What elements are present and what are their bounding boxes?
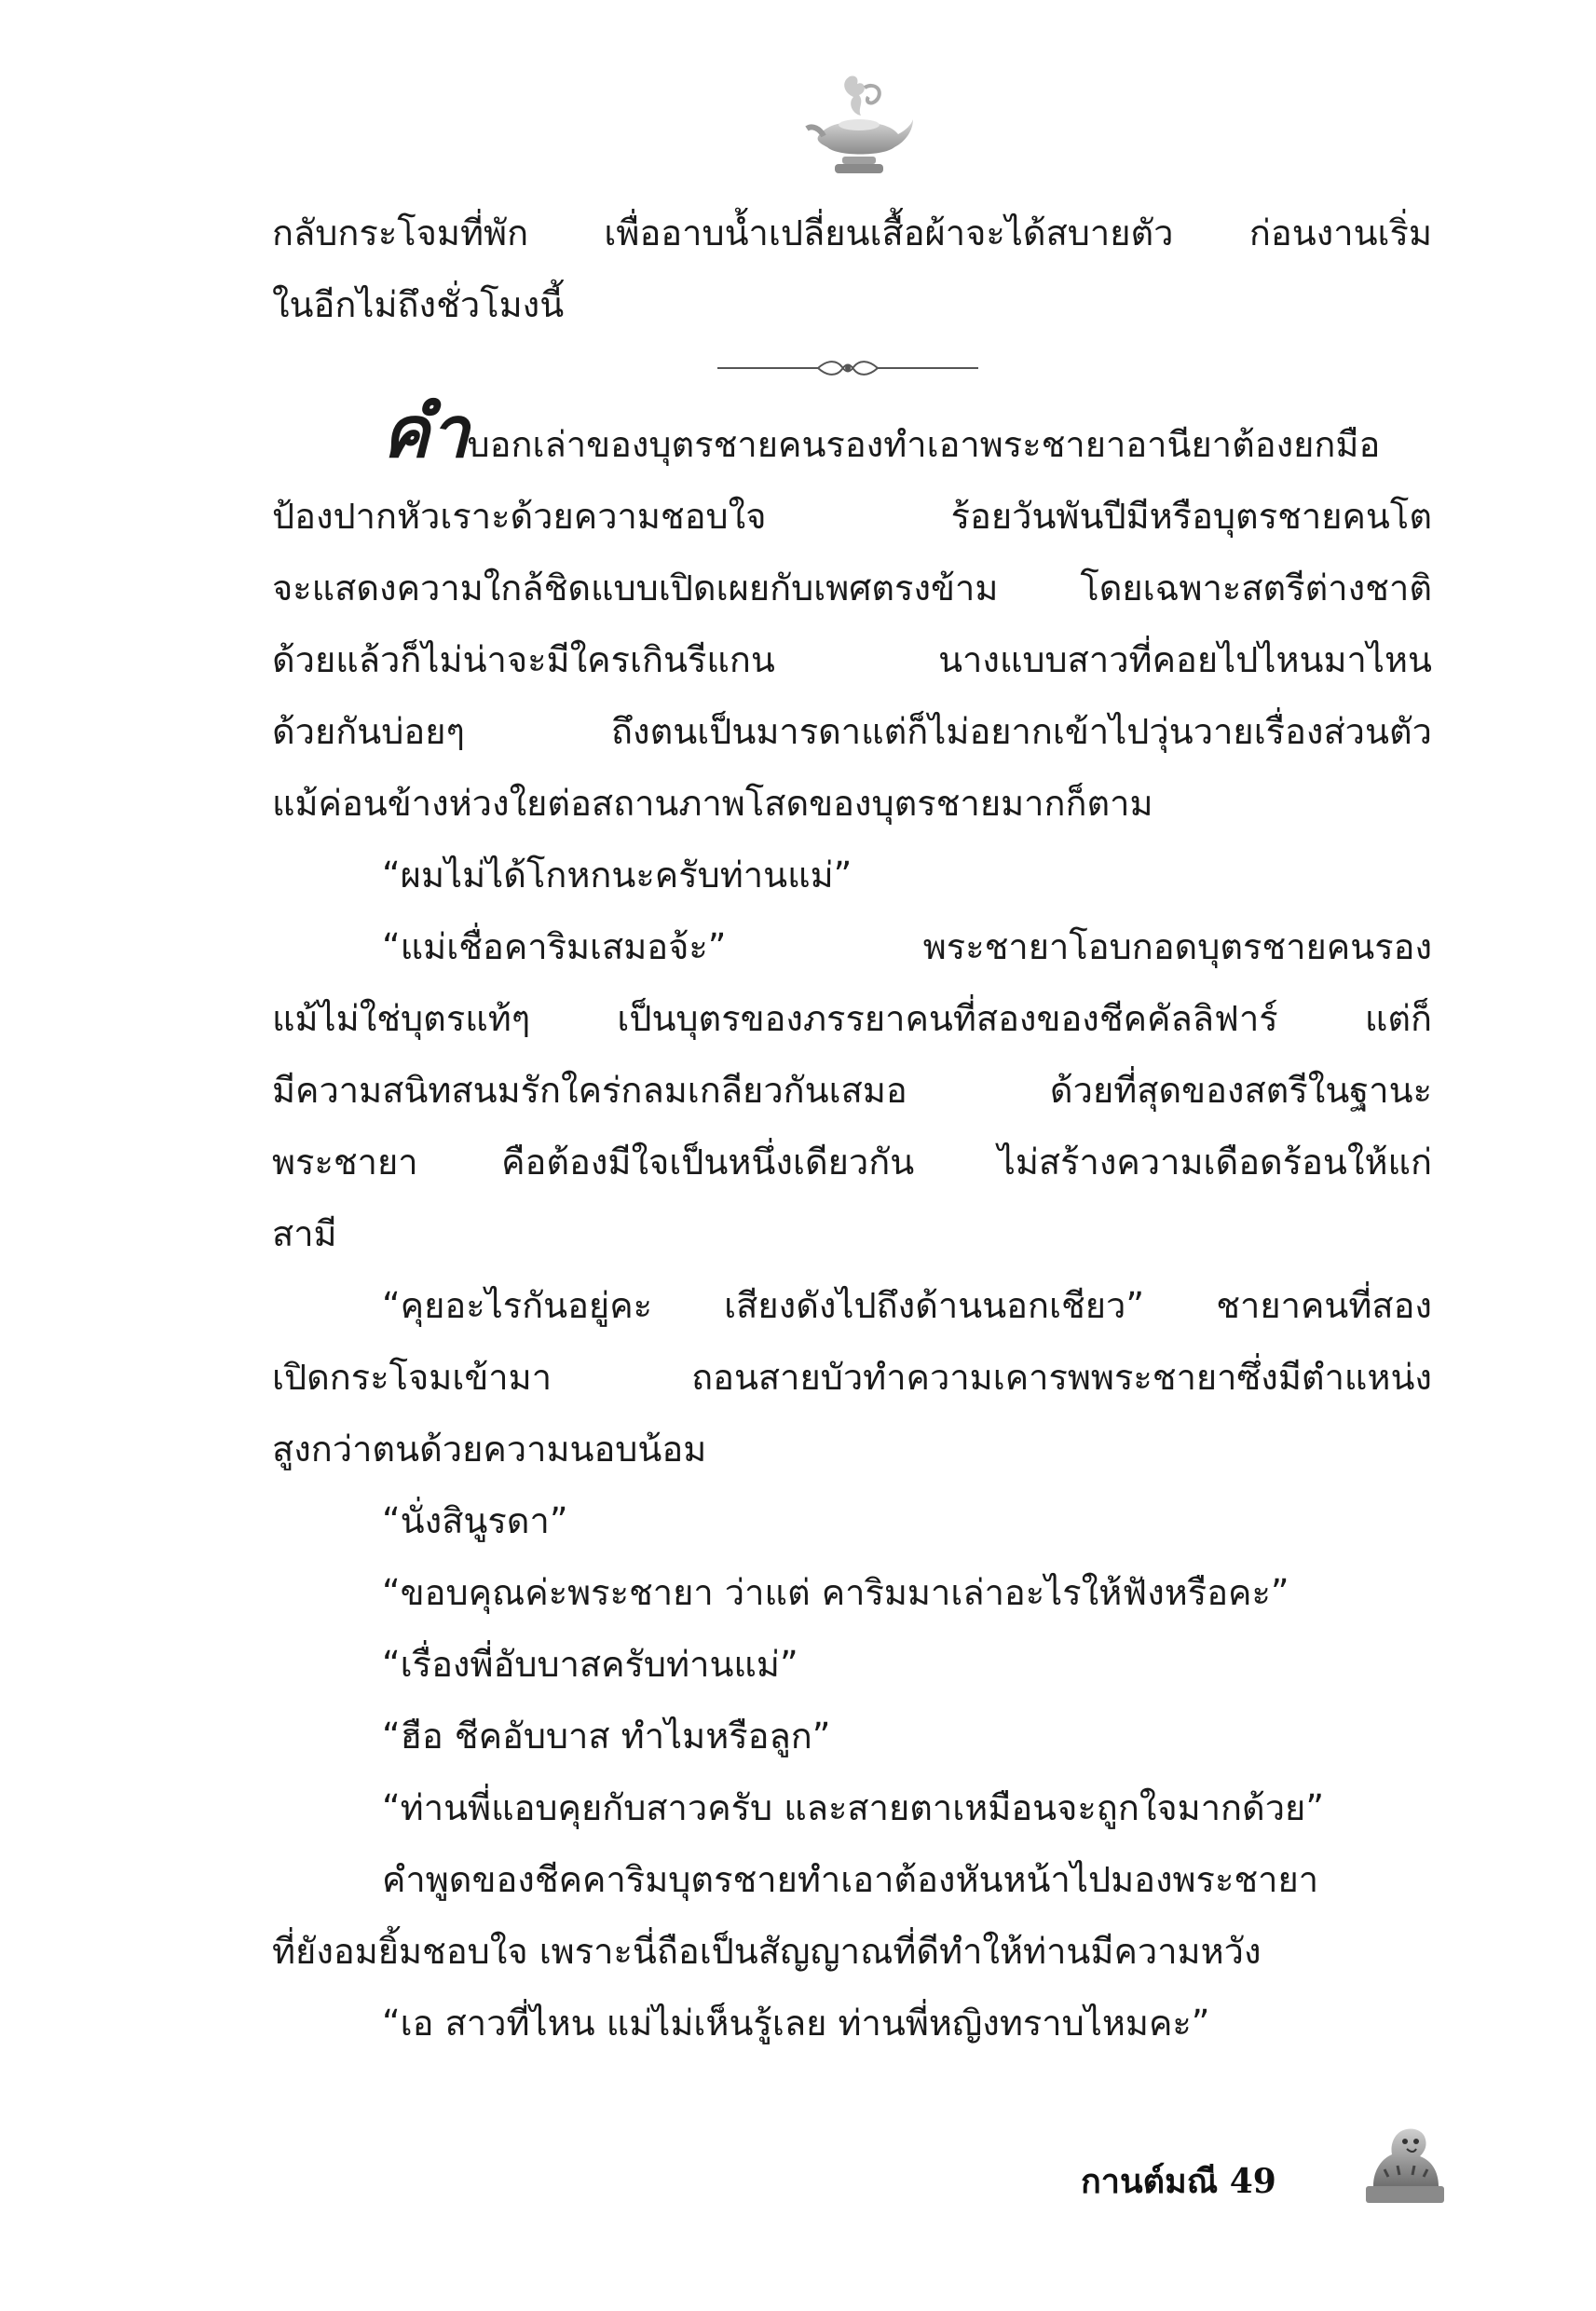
text-line: มีความสนิทสนมรักใคร่กลมเกลียวกันเสมอ ด้วยที่สุดของสตรีในฐานะ xyxy=(272,1070,1432,1111)
dropcap-word: คำ xyxy=(382,390,468,473)
page-number: 49 xyxy=(1229,2162,1276,2201)
page-footer xyxy=(1081,2154,1276,2208)
text-line: จะแสดงความใกล้ชิดแบบเปิดเผยกับเพศตรงข้าม โดยเฉพาะสตรีต่างชาติ xyxy=(272,567,1432,609)
text-line xyxy=(272,390,1432,481)
second-paragraph xyxy=(272,911,1432,1270)
dialogue-line: “นั่งสินูรดา” xyxy=(382,1500,568,1541)
text-line: “แม่เชื่อคาริมเสมอจ้ะ” พระชายาโอบกอดบุตรชายคนรอง xyxy=(382,926,1432,967)
genie-lamp-icon xyxy=(803,69,915,179)
dialogue-line: “ฮือ ชีคอับบาส ทำไมหรือลูก” xyxy=(382,1716,831,1757)
text-line: สามี xyxy=(272,1213,337,1254)
text-line: พระชายา คือต้องมีใจเป็นหนึ่งเดียวกัน ไม่สร้างความเดือดร้อนให้แก่ xyxy=(272,1142,1432,1183)
text-line: แม้ไม่ใช่บุตรแท้ๆ เป็นบุตรของภรรยาคนที่สองของชีคคัลลิฟาร์ แต่ก็ xyxy=(272,998,1432,1039)
first-paragraph xyxy=(272,390,1432,840)
dialogue-line: “ขอบคุณค่ะพระชายา ว่าแต่ คาริมมาเล่าอะไรให้ฟังหรือคะ” xyxy=(382,1572,1289,1613)
text-line: ป้องปากหัวเราะด้วยความชอบใจ ร้อยวันพันปีมีหรือบุตรชายคนโต xyxy=(272,496,1432,537)
dialogue-line: “ผมไม่ได้โกหกนะครับท่านแม่” xyxy=(382,855,853,896)
text-line: ด้วยแล้วก็ไม่น่าจะมีใครเกินรีแกน นางแบบสาวที่คอยไปไหนมาไหน xyxy=(272,639,1432,680)
third-paragraph xyxy=(272,1270,1432,1485)
text-line: แม้ค่อนข้างห่วงใยต่อสถานภาพโสดของบุตรชายมากก็ตาม xyxy=(272,783,1153,824)
text-line: เปิดกระโจมเข้ามา ถอนสายบัวทำความเคารพพระชายาซึ่งมีตำแหน่ง xyxy=(272,1357,1432,1398)
text-line: กลับกระโจมที่พัก เพื่ออาบน้ำเปลี่ยนเสื้อผ้าจะได้สบายตัว ก่อนงานเริ่ม xyxy=(272,212,1432,253)
dialogue-line: “เอ สาวที่ไหน แม่ไม่เห็นรู้เลย ท่านพี่หญิงทราบไหมคะ” xyxy=(382,2003,1210,2044)
text-line: สูงกว่าตนด้วยความนอบน้อม xyxy=(272,1429,707,1470)
text-line: คำพูดของชีคคาริมบุตรชายทำเอาต้องหันหน้าไปมองพระชายา xyxy=(382,1859,1319,1900)
text-line: ในอีกไม่ถึงชั่วโมงนี้ xyxy=(272,284,565,325)
tiger-statue-icon xyxy=(1360,2117,1450,2207)
footer-title: กานต์มณี xyxy=(1081,2162,1219,2201)
text-line: ที่ยังอมยิ้มชอบใจ เพราะนี่ถือเป็นสัญญาณที่ดีทำให้ท่านมีความหวัง xyxy=(272,1931,1262,1972)
main-body-text xyxy=(272,390,1432,2059)
text-line: ด้วยกันบ่อยๆ ถึงตนเป็นมารดาแต่ก็ไม่อยากเข้าไปวุ่นวายเรื่องส่วนตัว xyxy=(272,711,1432,752)
text-span: บอกเล่าของบุตรชายคนรองทำเอาพระชายาอานียาต้องยกมือ xyxy=(467,424,1381,465)
text-line: “คุยอะไรกันอยู่คะ เสียงดังไปถึงด้านนอกเชียว” ชายาคนที่สอง xyxy=(382,1285,1432,1326)
ornamental-divider-icon xyxy=(708,354,988,382)
intro-paragraph xyxy=(272,198,1432,341)
fourth-paragraph xyxy=(272,1844,1432,1988)
dialogue-line: “เรื่องพี่อับบาสครับท่านแม่” xyxy=(382,1644,798,1685)
dialogue-line: “ท่านพี่แอบคุยกับสาวครับ และสายตาเหมือนจะถูกใจมากด้วย” xyxy=(382,1787,1325,1828)
